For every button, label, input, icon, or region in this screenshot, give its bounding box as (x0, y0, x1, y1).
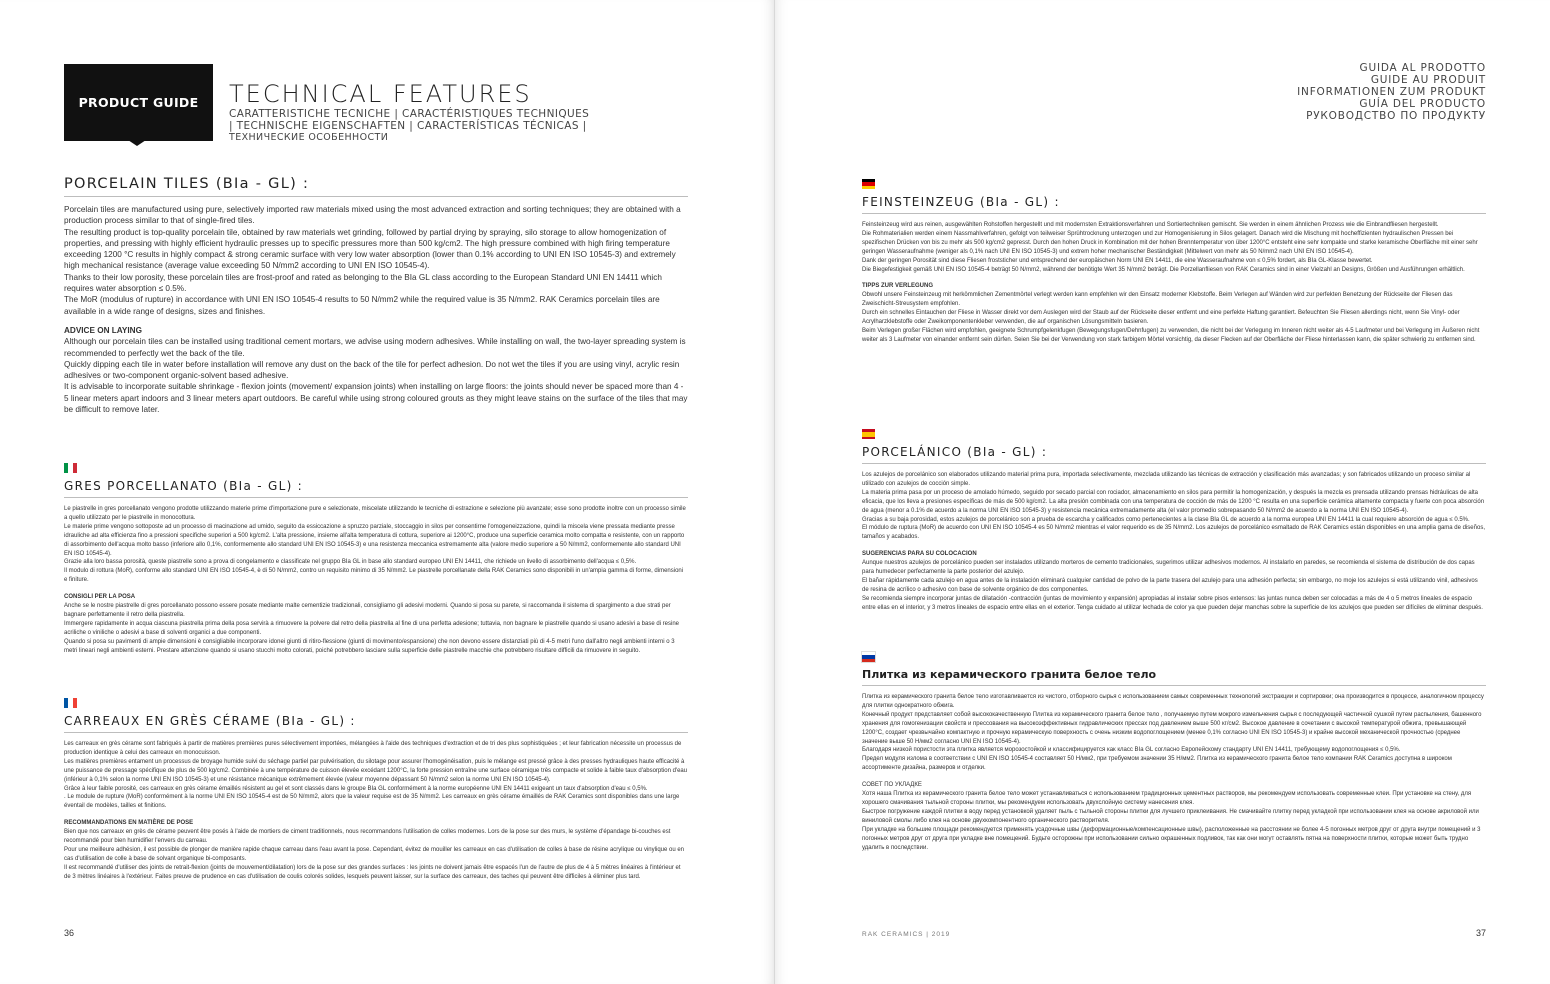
guide-title: GUIDE AU PRODUIT (1370, 74, 1486, 86)
paragraph: Porcelain tiles are manufactured using pure, selectively imported raw materials mixed using the most advanced extraction and sorting techniques; they are obtained with a production process similar to that of single-fired tiles. (64, 205, 681, 226)
paragraph: Grazie alla loro bassa porosità, queste piastrelle sono a prova di congelamento e classificate nel gruppo BIa GL in base allo standard europeo UNI EN 14411, che richiede un livello di assorbimento dell'acqua ≤ 0,5%. (64, 559, 637, 566)
paragraph: Хотя наша Плитка из керамического гранита белое тело может устанавливаться с использованием традиционных цементных растворов, мы рекомендуем использовать современные клеи. При установке на стену, для хорошего смачивания тыльной стороны плитки, мы рекомендуем использовать двухслойную систему нанесения клея. (862, 791, 1472, 806)
section-body (862, 471, 1486, 613)
paragraph: El módulo de ruptura (MoR) de acuerdo con UNI EN ISO 10545-4 es 50 N/mm2 mientras el valor requerido es de 35 N/mm2. Los azulejos de porcelánico esmaltado de RAK Ceramics están disponibles en una amplia gama de diseños, tamaños y acabados. (862, 525, 1485, 541)
product-guide-badge: PRODUCT GUIDE (64, 64, 213, 141)
footer-brand: RAK CERAMICS | 2019 (862, 931, 951, 938)
paragraph: Durch ein schnelles Eintauchen der Fliese in Wasser direkt vor dem Auslegen wird der Staub auf der Rückseite dieser entfernt und eine perfekte Haftung garantiert. Befeuchten Sie Fliesen allerdings nicht, wenn Sie Vinyl- oder Acrylharzklebstoffe oder Zweikomponentenkleber verwenden, die auf organischen Lösungsmitteln basieren. (862, 310, 1460, 326)
germany-flag-icon (862, 179, 875, 189)
paragraph: Быстрое погружение каждой плитки в воду перед установкой удаляет пыль с тыльной стороны плитки для лучшего приклеивания. Не смачивайте плитку перед укладкой при использовании клея на основе акриловой или виниловой смолы либо клея на основе двухкомпонентного органического растворителя. (862, 808, 1479, 824)
right-page (775, 0, 1550, 984)
paragraph: It is advisable to incorporate suitable shrinkage - flexion joints (movement/ expansion joints) when installing on large floors: the joints should never be spaced more than 4 - 5 linear meters apart indoors and 3 linear meters apart outdoors. Be careful while using strong coloured grouts as they might leave stains on the surface of the tiles that may be difficult to remove later. (64, 382, 688, 415)
guide-title: INFORMATIONEN ZUM PRODUKT (1297, 86, 1486, 98)
guide-title: GUIDA AL PRODOTTO (1359, 62, 1486, 74)
section-body (862, 693, 1486, 852)
flag-stripe (862, 437, 875, 440)
subtitle-line-3: ТЕХНИЧЕСКИЕ ОСОБЕННОСТИ (229, 132, 389, 143)
paragraph: Thanks to their low porosity, these porcelain tiles are frost-proof and rated as belonging to the BIa GL class according to the European Standard UNI EN 14411 which requires water absorption ≤ 0.5%. (64, 272, 662, 294)
paragraph: Плитка из керамического гранита белое тело изготавливается из чистого, отборного сырья с использованием самых современных технологий экстракции и сортировки; она производится в процессе, аналогичном процессу для плитки однократного обжига. (862, 694, 1484, 709)
paragraph: Gracias a su baja porosidad, estos azulejos de porcelánico son a prueba de escarcha y calificados como pertenecientes a la clase BIa GL de acuerdo a la norma europea UNI EN 14411 la cual requiere absorción de agua ≤ 0.5%. (862, 516, 1470, 523)
flag-stripe (862, 659, 875, 662)
section-spanish (862, 429, 1486, 613)
italy-flag-icon (64, 463, 77, 473)
russia-flag-icon (862, 652, 875, 662)
section-heading: PORCELÁNICO (BIa - GL) : (862, 445, 1486, 464)
section-heading: FEINSTEINZEUG (BIa - GL) : (862, 195, 1486, 214)
paragraph: Die Biegefestigkeit gemäß UNI EN ISO 10545-4 beträgt 50 N/mm2, während der benötigte Wert 35 N/mm2 beträgt. Die Porzellanfliesen von RAK Ceramics sind in einer Vielzahl an Designs, Größen und Ausführungen erhältlich. (862, 266, 1465, 273)
section-italian (64, 463, 688, 656)
page-number-left: 36 (64, 928, 75, 938)
advice-title: ADVICE ON LAYING (64, 325, 142, 335)
paragraph: Quickly dipping each tile in water before installation will remove any dust on the back of the tile for perfect adhesion. Do not wet the tiles if you are using vinyl, acrylic resin adhesives or two-component organic-solvent based adhesive. (64, 359, 680, 381)
flag-stripe (73, 698, 77, 708)
page-subtitle (229, 109, 619, 144)
paragraph: Конечный продукт представляет собой высококачественную Плитка из керамического гранита белое тело , получаемую путем мокрого измельчения сырья с последующей частичной сушкой путем распыления, башенного хранения для гомогенизации свойств и прессования на высокоэффективных гидравлических прессах под давлением выше 500 кг/см2. Высокое давление в сочетании с высокой температурой обжига, превышающей 1200°C, создает чрезвычайно компактную и прочную керамическую поверхность с очень низким водопоглощением (менее 0,1% согласно UNI EN ISO 10545-3) и крайне высокой механической прочностью (среднее значение выше 50 Н/мм2 согласно UNI EN ISO 10545-4). (862, 711, 1482, 745)
section-body (64, 505, 688, 656)
paragraph: The MoR (modulus of rupture) in accordance with UNI EN ISO 10545-4 results to 50 N/mm2 while the required value is 35 N/mm2. RAK Ceramics porcelain tiles are available in a wide range of designs, sizes and finishes. (64, 295, 660, 316)
paragraph: Grâce à leur faible porosité, ces carreaux en grès cérame émaillés résistent au gel et sont classés dans le groupe BIa GL conformément à la norme européenne UNI EN 14411 exigeant un taux d'absorption d'eau ≤ 0,5%. (64, 785, 648, 792)
subtitle-line-2: | TECHNISCHE EIGENSCHAFTEN | CARACTERÍSTICAS TÉCNICAS | (229, 119, 587, 132)
section-german (862, 179, 1486, 345)
section-heading: Плитка из керамического гранита белое тело (862, 668, 1486, 686)
subtitle-line-1: CARATTERISTICHE TECNICHE | CARACTÉRISTIQUES TECHNIQUES (229, 108, 590, 120)
paragraph: Immergere rapidamente in acqua ciascuna piastrella prima della posa servirà a rimuovere la polvere dal retro della piastrella al fine di una perfetta adesione; tuttavia, non bagnare le piastrelle quando si usano adesivi a base di resine acriliche o viniliche o adesivi a base di solventi organici a due componenti. (64, 620, 680, 636)
paragraph: Les carreaux en grès cérame sont fabriqués à partir de matières premières pures sélectivement importées, mélangées à l'aide des techniques d'extraction et de tri des plus sophistiquées ; et leur fabrication nécessite un processus de production identique à celui des carreaux en monocuisson. (64, 741, 682, 756)
section-english (64, 176, 688, 415)
paragraph: The resulting product is top-quality porcelain tile, obtained by raw materials wet grinding, followed by partial drying by spraying, silo storage to allow homogenization of properties, and pressing with highly efficient hydraulic presses up to specific pressures more than 500 kg/cm2. The high pressure combined with high firing temperature exceeding 1200 °C results in highly compact & strong ceramic surface with very low water absorption (lower than 0.1% according to UNI EN ISO 10545-3) and extremely high mechanical resistance (average value exceeding 50 N/mm2 according to UNI EN ISO 10545-4). (64, 227, 676, 271)
paragraph: Although our porcelain tiles can be installed using traditional cement mortars, we advise using modern adhesives. While installing on wall, the two-layer spreading system is recommended to perfectly wet the back of the tile. (64, 337, 686, 358)
paragraph: . Le module de rupture (MoR) conformément à la norme UNI EN ISO 10545-4 est de 50 N/mm2, alors que la valeur requise est de 35 N/mm2. Les carreaux en grès cérame émaillés de RAK Ceramics sont disponibles dans une large éventail de modèles, tailles et finitions. (64, 794, 680, 810)
section-french (64, 698, 688, 882)
section-body (862, 221, 1486, 345)
paragraph: Le piastrelle in gres porcellanato vengono prodotte utilizzando materie prime d'importazione pure e selezionate, miscelate utilizzando le tecniche di estrazione e selezione più avanzate; esse sono prodotte inoltre con un processo simile a quello utilizzato per le piastrelle in monocottura. (64, 506, 686, 521)
paragraph: Anche se le nostre piastrelle di gres porcellanato possono essere posate mediante malte cementizie tradizionali, consigliamo gli adesivi moderni. Quando si posa su parete, si raccomanda il sistema di spargimento a due strati per bagnare perfettamente il retro della piastrella. (64, 603, 671, 618)
paragraph: Quando si posa su pavimenti di ampie dimensioni è consigliabile incorporare idonei giunti di ritiro-flessione (giunti di movimento/espansione) che non devono essere distanziati più di 4-5 metri l'uno dall'altro negli ambienti interni o 3 metri lineari negli ambienti esterni. Prestare attenzione quando si usano stucchi molto colorati, poiché potrebbero lasciare sulla superficie delle piastrelle macchie che potrebbero risultare difficili da rimuovere in seguito. (64, 638, 675, 654)
paragraph: Dank der geringen Porosität sind diese Fliesen froststicher und entsprechend der europäischen Norm UNI EN 14411, die eine Wasseraufnahme von ≤ 0,5% fordert, als BIa GL-Klasse bewertet. (862, 257, 1373, 264)
section-heading: GRES PORCELLANATO (BIa - GL) : (64, 479, 688, 498)
paragraph: Bien que nos carreaux en grès de cérame peuvent être posés à l'aide de mortiers de ciment traditionnels, nous recommandons l'utilisation de colles modernes. Lors de la pose sur des murs, le système d'épandage bi-couches est recommandé pour bien humidifier l'envers du carreau. (64, 829, 671, 845)
paragraph: Los azulejos de porcelánico son elaborados utilizando material prima pura, importada selectivamente, mezclada utilizando las técnicas de extracción y clasificación más avanzadas; y son fabricados utilizando un proceso similar al utilizado con azulejos de cocción simple. (862, 472, 1471, 487)
paragraph: Предел модуля излома в соответствии с UNI EN ISO 10545-4 составляет 50 Н/мм2, при требуемом значении 35 Н/мм2. Плитка из керамического гранита белое тело компании RAK Ceramics доступна в широком ассортименте дизайна, размеров и отделки. (862, 756, 1452, 772)
paragraph: La materia prima pasa por un proceso de amolado húmedo, seguido por secado parcial con rociador, almacenamiento en silos para permitir la homogenización, y después la mezcla es prensada utilizando prensas hidráulicas de alta eficacia, que los lleva a presiones específicas de más de 500 kg/cm2. La alta presión combinada con una temperatura de cocción de más de 1200 °C resulta en una superficie cerámica altamente compacta y fuerte con poca absorción de agua (menor a 0.1% de acuerdo a la norma UNI EN ISO 10545-3) y resistencia mecánica extremadamente alta (el valor promedio sobrepasando 50 N/mm2 de acuerdo a la norma UNI EN ISO 10545-4). (862, 489, 1485, 514)
paragraph: Il est recommandé d'utiliser des joints de retrait-flexion (joints de mouvement/dilatation) lors de la pose sur des grandes surfaces : les joints ne doivent jamais être espacés l'un de l'autre de plus de 4 à 5 mètres linéaires à l'intérieur et de 3 mètres linéaires à l'extérieur. Faites preuve de prudence en cas d'utilisation de coulis colorés solides, lesquels peuvent laisser, sur la surface des carreaux, des taches qui peuvent être difficiles à éliminer plus tard. (64, 864, 681, 880)
guide-title: GUÍA DEL PRODUCTO (1359, 98, 1486, 110)
france-flag-icon (64, 698, 77, 708)
page-number-right: 37 (1475, 928, 1486, 938)
flag-stripe (73, 463, 77, 473)
paragraph: Les matières premières entament un processus de broyage humide suivi du séchage partiel par pulvérisation, du silotage pour assurer l'homogénéisation, puis le mélange est pressé grâce à des presses hydrauliques haute efficacité à une puissance de pressage spécifique de plus de 500 kg/cm2. Combinée à une température de cuisson élevée excédant 1200°C, la forte pression entraîne une surface céramique très compacte et solide à faible taux d'absorption d'eau (inférieur à 0,1% selon la norme UNI EN ISO 10545-3) et une résistance mécanique extrêmement élevée (valeur moyenne dépassant 50 N/mm2 selon la norme UNI EN ISO 10545-4). (64, 758, 688, 783)
flag-stripe (862, 186, 875, 189)
advice-title: SUGERENCIAS PARA SU COLOCACION (862, 551, 977, 558)
paragraph: Feinsteinzeug wird aus reinen, ausgewählten Rohstoffen hergestellt und mit modernsten Extraktionsverfahren und Sortiertechniken gemischt. Sie werden in einem ähnlichen Prozess wie die Einbrandfliesen hergestellt. (862, 222, 1439, 228)
section-body (64, 204, 688, 415)
section-heading: CARREAUX EN GRÈS CÉRAME (BIa - GL) : (64, 714, 688, 733)
paragraph: El bañar rápidamente cada azulejo en agua antes de la instalación eliminará cualquier cantidad de polvo de la parte trasera del azulejo para una adhesión perfecta; sin embargo, no moje los azulejos si está utilizando vinil, adhesivos de resina de acrílico o adhesivo con base de solvente orgánico de dos componentes. (862, 577, 1478, 593)
advice-title: CONSIGLI PER LA POSA (64, 594, 136, 601)
paragraph: Il modulo di rottura (MoR), conforme allo standard UNI EN ISO 10545-4, è di 50 N/mm2, contro un requisito minimo di 35 N/mm2. Le piastrelle porcellanate della RAK Ceramics sono disponibili in un'ampia gamma di forme, dimensioni e finiture. (64, 568, 684, 584)
guide-title: РУКОВОДСТВО ПО ПРОДУКТУ (1306, 110, 1486, 122)
section-russian (862, 652, 1486, 852)
advice-title: TIPPS ZUR VERLEGUNG (862, 283, 934, 290)
badge-pointer (128, 140, 146, 146)
paragraph: Pour une meilleure adhésion, il est possible de plonger de manière rapide chaque carreau dans l'eau avant la pose. Cependant, évitez de mouiller les carreaux en cas d'utilisation de colles à base de résine acrylique ou vinylique ou en cas d'utilisation de colle à base de solvant organique bi-composants. (64, 846, 685, 862)
paragraph: Aunque nuestros azulejos de porcelánico pueden ser instalados utilizando morteros de cemento tradicionales, sugerimos utilizar adhesivos modernos. Al instalarlo en paredes, se recomienda el sistema de distribución de dos capas para humedecer perfectamente la parte posterior del azulejo. (862, 560, 1475, 576)
paragraph: Obwohl unsere Feinsteinzeug mit herkömmlichen Zementmörtel verlegt werden kann empfehlen wir den Einsatz moderner Klebstoffe. Beim Verlegen auf Wänden wird zur perfekten Benetzung der Rückseite der Fliesen das Zweischicht-Streusystem empfohlen. (862, 292, 1453, 308)
paragraph: Beim Verlegen großer Flächen wird empfohlen, geeignete Schrumpfgelenkfugen (Bewegungsfugen/Dehnfugen) zu verwenden, die nicht bei der Verlegung im Inneren nicht weiter als 4-5 Laufmeter und bei Verlegung im Äußeren nicht weiter als 3 Laufmeter von einander entfernt sein dürfen. Seien Sie bei der Verwendung von stark farbigem Mörtel vorsichtig, da dieser Flecken auf der Oberfläche der Fliese hinterlassen kann, die später schwierig zu entfernen sind. (862, 327, 1480, 343)
paragraph: Благодаря низкой пористости эта плитка является морозостойкой и классифицируется как класс BIa GL согласно Европейскому стандарту UNI EN 14411, требующему водопоглощения ≤ 0,5%. (862, 747, 1401, 754)
spain-flag-icon (862, 429, 875, 439)
paragraph: Le materie prime vengono sottoposte ad un processo di macinazione ad umido, seguito da essiccazione a spruzzo parziale, stoccaggio in silos per consentirne l'omogeneizzazione, quindi la miscela viene pressata mediante presse idrauliche ad alta efficienza fino a pressioni specifiche superiori a 500 kg/cm2. L'alta pressione, insieme all'alta temperatura di cottura, superiore ai 1200°C, produce una superficie ceramica molto compatta e resistente, con un rapporto di assorbimento dell'acqua molto basso (inferiore allo 0,1%, conformemente allo standard UNI EN ISO 10545-3) e una resistenza meccanica estremamente alta (valore medio superiore a 50 N/mm2, conformemente allo standard UNI EN ISO 10545-4). (64, 523, 685, 557)
advice-title: RECOMMANDATIONS EN MATIÈRE DE POSE (64, 820, 194, 827)
guide-title-list (1297, 62, 1486, 122)
page-title: TECHNICAL FEATURES (229, 80, 532, 108)
paragraph: Se recomienda siempre incorporar juntas de dilatación -contracción (juntas de movimiento y expansión) apropiadas al instalar sobre pisos extensos: las juntas nunca deben ser colocadas a más de 4 o 5 metros lineales de espacio entre ellas en el interior, y 3 metros lineales de espacio entre ellas en el exterior. Tenga cuidado al utilizar lechada de color ya que pueden dejar manchas sobre la superficie de los azulejos que pueden ser difíciles de eliminar después. (862, 595, 1483, 611)
paragraph: Die Rohmaterialien werden einem Nassmahlverfahren, gefolgt von teilweiser Sprühtrocknung unterzogen und zur Homogenisierung in Silos gelagert. Danach wird die Mischung mit hocheffizienten hydraulischen Pressen bei spezifischen Drücken von bis zu mehr als 500 kg/cm2 gepresst. Durch den hohen Druck in Kombination mit der hohen Brenntemperatur von über 1200°C entsteht eine sehr kompakte und starke keramische Oberfläche mit einer sehr geringen Wasseraufnahme (weniger als 0,1% nach UNI EN ISO 10545-3) und extrem hoher mechanischer Beständigkeit (Mittelwert von mehr als 50 N/mm2 nach UNI EN ISO 10545-4). (862, 230, 1478, 255)
advice-title: СОВЕТ ПО УКЛАДКЕ (862, 782, 922, 789)
section-heading: PORCELAIN TILES (BIa - GL) : (64, 176, 688, 197)
section-body (64, 740, 688, 882)
paragraph: При укладке на большие площади рекомендуется применять усадочные швы (деформационные/компенсационные швы), расположенные на расстоянии не более 4-5 погонных метров друг от друга внутри помещений и 3 погонных метров друг от друга при укладке вне помещений. Будьте осторожны при использовании сильно окрашенных подливок, так как они могут оставлять пятна на поверхности плитки, которые может быть трудно удалить в последствии. (862, 826, 1481, 851)
